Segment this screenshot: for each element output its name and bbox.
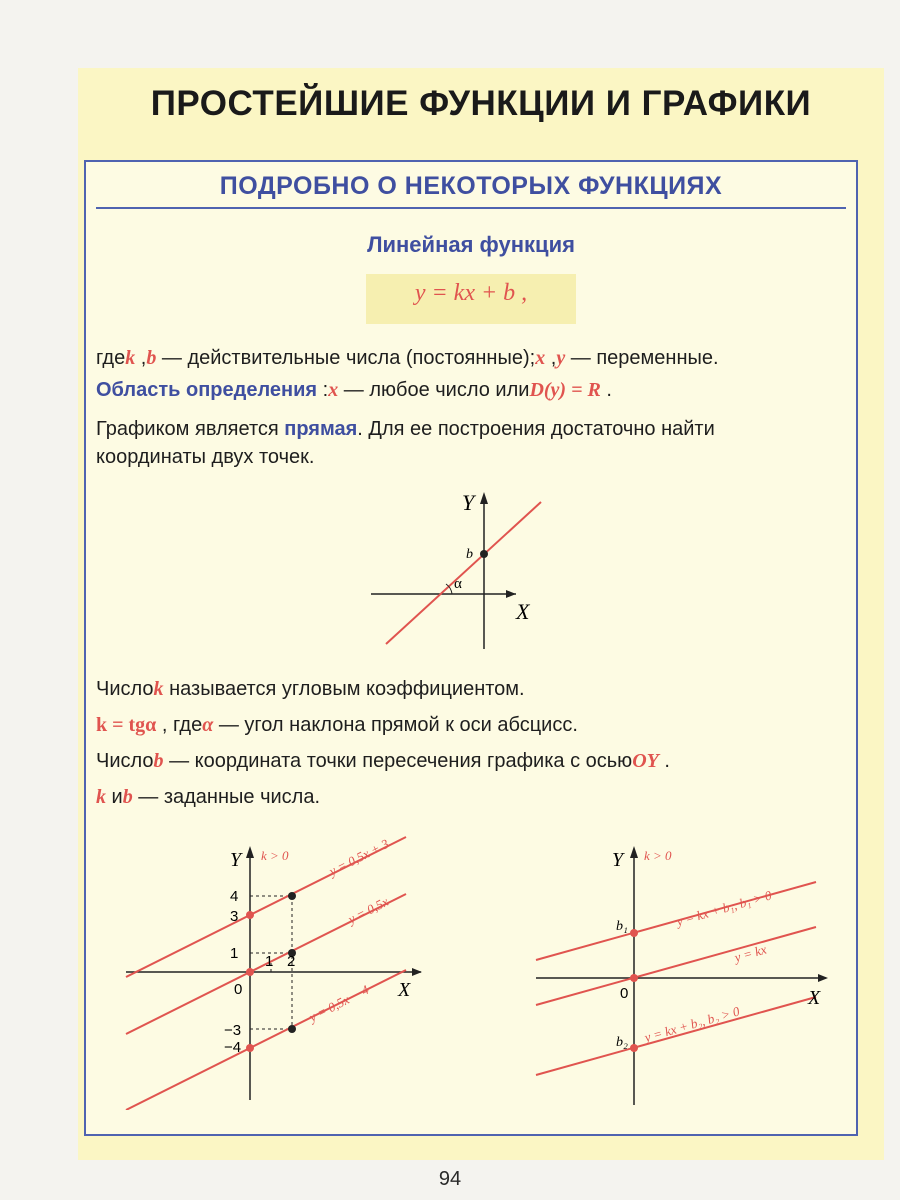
var-alpha: α: [202, 714, 214, 736]
text-segment: где: [96, 347, 126, 369]
point-origin: [630, 974, 638, 982]
var-b: b: [153, 750, 164, 772]
point-2-4: [288, 892, 296, 900]
tick-y-neg4: −4: [224, 1039, 242, 1056]
text-line-slope: [96, 676, 846, 702]
text-segment: , где: [156, 714, 203, 736]
term-line: прямая: [284, 418, 358, 440]
text-segment: — действительные числа (постоянные);: [156, 347, 536, 369]
domain-label: Область определения: [96, 379, 318, 401]
label-line-minus-4: y = 0,5x − 4: [306, 981, 372, 1025]
text-segment: ,: [135, 347, 147, 369]
var-b: b: [146, 347, 157, 369]
y-axis-arrow: [480, 492, 488, 504]
b1-label: b₁: [616, 919, 628, 934]
x-axis-arrow: [412, 968, 422, 976]
text-segment: Число: [96, 750, 154, 772]
section-title: ПОДРОБНО О НЕКОТОРЫХ ФУНКЦИЯХ: [219, 172, 723, 200]
label-line-plus-3: y = 0,5x + 3: [326, 835, 392, 879]
y-label: Y: [230, 849, 242, 871]
content-box: [84, 160, 858, 1136]
var-k: k: [96, 786, 106, 808]
tick-x-2: 2: [287, 953, 296, 970]
point-y3: [246, 911, 254, 919]
figure-parallel-lines-numeric: [116, 830, 436, 1110]
text-segment: Графиком является: [96, 418, 285, 440]
text-segment: Число: [96, 678, 154, 700]
text-line-intercept: [96, 748, 846, 774]
alpha-label: α: [454, 576, 462, 592]
page-number: 94: [438, 1168, 462, 1190]
origin-label: 0: [620, 985, 629, 1002]
x-label: X: [516, 599, 530, 624]
text-line-two-points: координаты двух точек.: [96, 446, 315, 468]
condition-label: k > 0: [644, 848, 672, 863]
y-label: Y: [462, 490, 475, 515]
text-segment: — заданные числа.: [132, 786, 321, 808]
y-axis-arrow: [246, 846, 254, 858]
text-segment: — координата точки пересечения графика с осью: [163, 750, 633, 772]
x-axis-arrow: [506, 590, 516, 598]
x-label: X: [398, 979, 411, 1001]
var-k: k: [153, 678, 164, 700]
tick-y-4: 4: [230, 888, 239, 905]
text-line-graph: [96, 416, 846, 442]
text-line-tangent: [96, 712, 846, 738]
origin-label: 0: [234, 981, 243, 998]
text-segment: — любое число или: [338, 379, 530, 401]
page-title: ПРОСТЕЙШИЕ ФУНКЦИИ И ГРАФИКИ: [150, 84, 812, 123]
text-segment: ,: [545, 347, 557, 369]
label-line-kx: y = kx: [732, 941, 769, 965]
point-b1: [630, 929, 638, 937]
domain-formula: D(y) = R: [529, 379, 601, 401]
text-line-domain: [96, 377, 846, 403]
point-origin: [246, 968, 254, 976]
text-segment: — угол наклона прямой к оси абсцисс.: [213, 714, 578, 736]
b-label: b: [466, 547, 473, 562]
line-kx: [536, 927, 816, 1005]
var-x: x: [535, 347, 546, 369]
axis-oy: OY: [632, 750, 659, 772]
text-segment: называется угловым коэффициентом.: [163, 678, 525, 700]
var-x: x: [328, 379, 339, 401]
text-line-given: [96, 784, 846, 810]
point-2-minus-3: [288, 1025, 296, 1033]
text-line-definition: [96, 345, 846, 371]
x-label: X: [808, 987, 821, 1009]
label-line-b1: y = kx + b₁, b₁ > 0: [674, 887, 774, 929]
text-segment: :: [317, 379, 329, 401]
condition-label: k > 0: [261, 848, 289, 863]
var-b: b: [122, 786, 133, 808]
y-label: Y: [612, 849, 624, 871]
b2-label: b₂: [616, 1035, 628, 1050]
point-b: [480, 550, 488, 558]
text-segment: .: [658, 750, 670, 772]
tick-y-neg3: −3: [224, 1022, 242, 1039]
var-k: k: [125, 347, 136, 369]
figure-parallel-lines-general: [526, 830, 846, 1110]
formula-tg: k = tgα: [96, 714, 157, 736]
label-line-b2: y = kx + b₂, b₂ > 0: [642, 1003, 742, 1045]
text-segment: — переменные.: [565, 347, 719, 369]
tick-y-1: 1: [230, 945, 239, 962]
text-segment: .: [600, 379, 612, 401]
point-b2: [630, 1044, 638, 1052]
tick-x-1: 1: [265, 953, 274, 970]
text-segment: и: [106, 786, 123, 808]
text-segment: . Для ее построения достаточно найти: [357, 418, 715, 440]
section-divider: [96, 207, 846, 209]
subheading-linear-function: Линейная функция: [367, 232, 575, 257]
x-axis-arrow: [818, 974, 828, 982]
point-y-4: [246, 1044, 254, 1052]
y-axis-arrow: [630, 846, 638, 858]
label-line-zero: y = 0,5x: [345, 893, 391, 927]
formula-main: y = kx + b ,: [414, 280, 528, 306]
var-y: y: [556, 347, 566, 369]
figure-line-angle: [366, 484, 556, 654]
tick-y-3: 3: [230, 908, 239, 925]
